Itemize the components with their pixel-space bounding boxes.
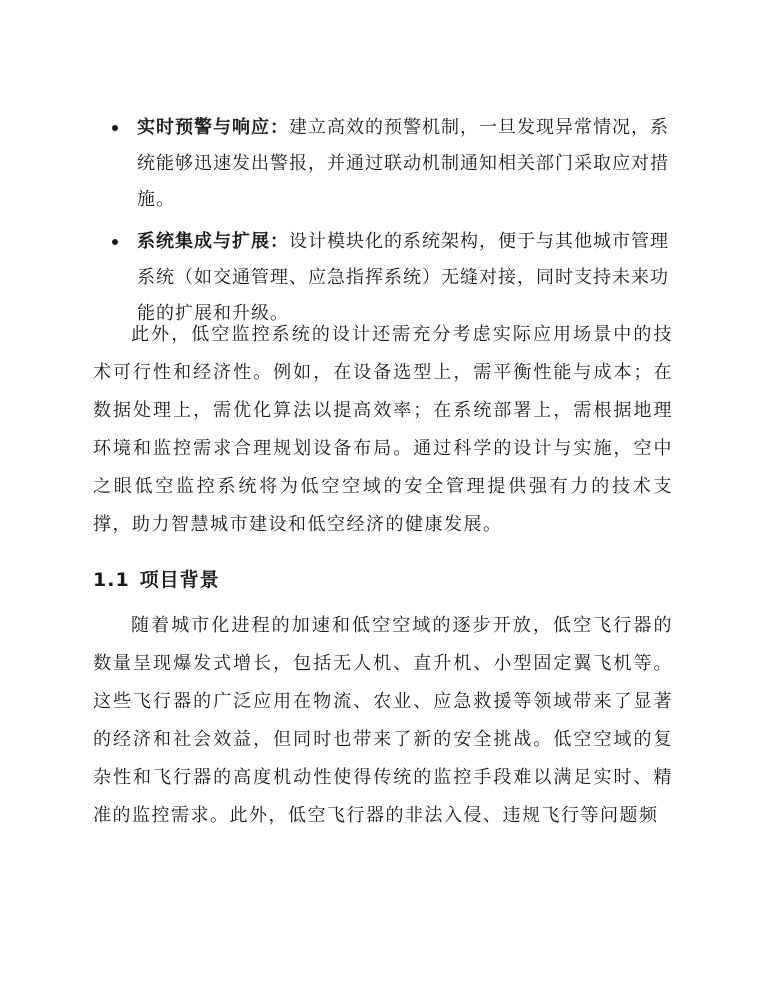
bullet-text: 建立高效的预警机制，一旦发现异常情况，系统能够迅速发出警报，并通过联动机制通知相关部门采取应对措施。: [137, 117, 669, 210]
body-paragraph-background: 随着城市化进程的加速和低空空域的逐步开放，低空飞行器的数量呈现爆发式增长，包括无人机、直升机、小型固定翼飞机等。这些飞行器的广泛应用在物流、农业、应急救援等领域带来了显著的经济和社会效益，但同时也带来了新的安全挑战。低空空域的复杂性和飞行器的高度机动性使得传统的监控手段难以满足实时、精准的监控需求。此外，低空飞行器的非法入侵、违规飞行等问题频: [93, 615, 673, 826]
section-title: 项目背景: [139, 569, 220, 591]
section-number: 1.1: [93, 569, 130, 591]
bullet-dot-icon: [112, 125, 118, 131]
bullet-item-realtime-alert: [0, 110, 765, 218]
body-paragraph-design-considerations: 此外，低空监控系统的设计还需充分考虑实际应用场景中的技术可行性和经济性。例如，在设备选型上，需平衡性能与成本；在数据处理上，需优化算法以提高效率；在系统部署上，需根据地理环境和监控需求合理规划设备布局。通过科学的设计与实施，空中之眼低空监控系统将为低空空域的安全管理提供强有力的技术支撑，助力智慧城市建设和低空经济的健康发展。: [93, 324, 673, 535]
feature-bullet-list: [0, 110, 765, 338]
section-heading: [93, 565, 220, 592]
bullet-term: 系统集成与扩展：: [137, 231, 289, 252]
bullet-dot-icon: [112, 239, 118, 245]
bullet-term: 实时预警与响应：: [137, 117, 289, 138]
bullet-text: 设计模块化的系统架构，便于与其他城市管理系统（如交通管理、应急指挥系统）无缝对接，同时支持未来功能的扩展和升级。: [137, 231, 669, 324]
